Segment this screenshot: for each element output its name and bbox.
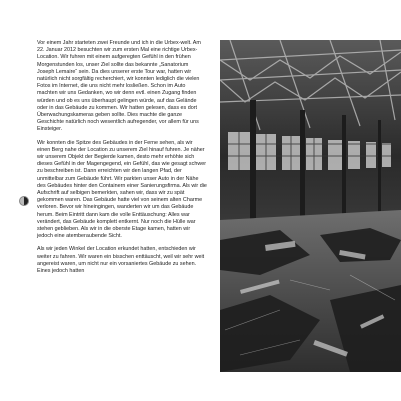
binding-hole [19,196,29,206]
paragraph-3: Als wir jeden Winkel der Location erkundet hatten, entschieden wir weiter zu fahren. Wir waren ein bisschen enttäuscht, weil wir sehr weit angereist waren, um nicht nur ein vorsaniertes Gebäude zu sehen. Eines jedoch hatten [37,246,205,275]
paragraph-1: Vor einem Jahr starteten zwei Freunde und ich in die Urbex-welt. Am 22. Januar 2012 besuchten wir zum ersten Mal eine richtige Urbex-Location. Wir fuhren mit einem aufgeregten Gefühl in den frühen Morgenstunden los, unser Ziel sollte das bekannte „Sanatorium Joseph Lemaire“ sein. Da dies unserer erste Tour war, hatten wir natürlich nicht sorgfältig recherchiert, wir konnten lediglich die vielen Fotos im Internet, die uns nicht mehr losließen. Schon im Auto machten wir uns Gedanken, wo wir denn evtl. einen Zugang finden würden und ob es uns überhaupt gelingen würde, auf das Gelände oder in das Gebäude zu kommen. Wir hatten gelesen, dass es dort Überwachungskameras geben sollte. Dies machte die ganze Geschichte natürlich noch wesentlich aufregender, vor allem für uns Einsteiger. [37,40,201,133]
factory-hall-photo [220,40,401,372]
article-text [37,40,207,281]
paragraph-2: Wir konnten die Spitze des Gebäudes in der Ferne sehen, als wir einen Berg nahe der Location zu unserem Ziel hinauf fuhren. Je näher wir unserem Objekt der Begierde kamen, desto mehr erhöhte sich dieses Gefühl in der Magengegend, ein Gefühl, das wie gesagt schwer zu beschreiben ist. Dann erreichten wir den langen Pfad, der unmittelbar zum Gebäude führt. Wir parkten unser Auto in der Nähe des Gebäudes hinter den Containern einer Sanierungsfirma. Als wir die Aufschrift auf selbigen bemerkten, sahen wir, dass wir zu spät gekommen waren. Das Gebäude hatte viel von seinem alten Charme verloren. Bevor wir hineingingen, wanderten wir um das Gebäude herum. Beim Eintritt dann kam die volle Enttäuschung: Alles war verändert, das Gebäude komplett entkernt. Nur noch die Hülle war stehen geblieben. Als wir in die oberste Etage kamen, hatten wir jedoch eine atemberaubende Sicht. [37,139,207,240]
